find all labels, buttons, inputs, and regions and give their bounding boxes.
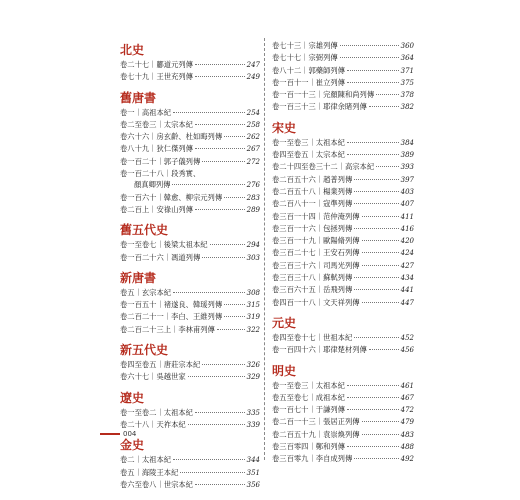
entry-title: 卷三百六十五｜岳飛列傳 (272, 285, 353, 295)
entry-page-number: 339 (246, 420, 260, 429)
entry-page-number: 492 (400, 455, 414, 464)
toc-entry[interactable] (120, 454, 260, 466)
section-title: 金史 (120, 438, 145, 453)
entry-page-number: 467 (400, 393, 414, 402)
entry-title: 卷二百八十一｜寇準列傳 (272, 199, 353, 209)
entry-page-number: 356 (246, 480, 260, 489)
dot-leader (376, 94, 398, 95)
entry-title: 卷四至卷五｜太宗本紀 (272, 150, 345, 160)
toc-entry[interactable] (272, 380, 414, 392)
entry-title: 卷四至卷十七｜世祖本紀 (272, 332, 353, 342)
toc-entry[interactable] (120, 479, 260, 491)
entry-title: 卷八十九｜狄仁傑列傳 (120, 144, 193, 154)
dot-leader (347, 142, 399, 143)
toc-entry[interactable] (272, 441, 414, 453)
entry-title: 卷六至卷八｜世宗本紀 (120, 479, 193, 489)
entry-title: 卷三百三十八｜蘇軾列傳 (272, 273, 353, 283)
toc-entry[interactable] (272, 52, 414, 64)
entry-title: 卷一百四十六｜耶律楚材列傳 (272, 345, 367, 355)
toc-section (120, 390, 260, 432)
entry-title: 卷一百七十｜于謙列傳 (272, 405, 345, 415)
entry-page-number: 384 (400, 138, 414, 147)
toc-entry[interactable] (272, 429, 414, 441)
dot-leader (180, 472, 244, 473)
entry-page-number: 483 (400, 430, 414, 439)
dot-leader (340, 45, 399, 46)
toc-section (272, 315, 414, 357)
toc-entry[interactable] (272, 284, 414, 296)
entry-page-number: 283 (246, 193, 260, 202)
dot-leader (347, 154, 399, 155)
entry-page-number: 382 (400, 103, 414, 112)
dot-leader (354, 191, 398, 192)
toc-entry[interactable] (272, 186, 414, 198)
dot-leader (202, 257, 244, 258)
section-title: 舊五代史 (120, 223, 169, 238)
dot-leader (347, 385, 399, 386)
entry-title: 卷七十九｜王世充列傳 (120, 72, 193, 82)
entry-title: 卷四百一十八｜文天祥列傳 (272, 297, 360, 307)
dot-leader (173, 459, 245, 460)
dot-leader (217, 329, 245, 330)
toc-entry[interactable] (272, 392, 414, 404)
entry-title: 卷三百二十七｜王安石列傳 (272, 248, 360, 258)
entry-title: 卷一百十一｜崔立列傳 (272, 77, 345, 87)
dot-leader (224, 197, 244, 198)
entry-title: 卷二十七｜酈道元列傳 (120, 60, 193, 69)
dot-leader (173, 292, 245, 293)
entry-title: 卷五｜玄宗本紀 (120, 287, 172, 297)
section-title: 元史 (272, 315, 297, 330)
entry-page-number: 397 (400, 175, 414, 184)
entry-page-number: 441 (400, 286, 414, 295)
toc-entry[interactable] (120, 131, 260, 143)
entry-page-number: 247 (246, 61, 260, 69)
entry-title: 卷二至卷三｜太宗本紀 (120, 119, 193, 129)
toc-entry[interactable] (120, 287, 260, 299)
entry-title: 卷二十八｜天祚本紀 (120, 419, 186, 429)
toc-entry[interactable] (120, 59, 260, 71)
entry-page-number: 456 (400, 346, 414, 355)
toc-entry[interactable] (120, 204, 260, 216)
toc-entry[interactable] (272, 149, 414, 161)
entry-page-number: 434 (400, 274, 414, 283)
entry-title: 顏真卿列傳 (134, 180, 171, 190)
toc-section (120, 42, 260, 84)
entry-title: 卷一百三十三｜耶律余睹列傳 (272, 102, 367, 112)
dot-leader (354, 289, 398, 290)
dot-leader (224, 316, 244, 317)
dot-leader (362, 240, 399, 241)
dot-leader (354, 277, 398, 278)
toc-section (120, 270, 260, 336)
toc-entry[interactable] (272, 332, 414, 344)
dot-leader (173, 112, 245, 113)
toc-entry[interactable] (272, 137, 414, 149)
entry-title: 卷三百一十九｜歐陽脩列傳 (272, 236, 360, 246)
section-title: 新五代史 (120, 343, 169, 358)
dot-leader (202, 161, 244, 162)
entry-page-number: 420 (400, 237, 414, 246)
entry-title: 卷一百二十六｜馮道列傳 (120, 252, 201, 262)
toc-entry[interactable] (120, 71, 260, 83)
entry-page-number: 411 (400, 212, 414, 221)
dot-leader (347, 82, 399, 83)
entry-page-number: 322 (246, 325, 260, 334)
entry-page-number: 452 (400, 333, 414, 342)
entry-page-number: 360 (400, 42, 414, 50)
entry-title: 卷二百二十三上｜李林甫列傳 (120, 324, 215, 334)
dot-leader (195, 76, 245, 77)
dot-leader (369, 349, 399, 350)
entry-title: 卷一百一十三｜完顏陳和尚列傳 (272, 90, 375, 100)
toc-entry[interactable] (120, 407, 260, 419)
section-title: 舊唐書 (120, 90, 157, 105)
entry-title: 卷三百零四｜鄭和列傳 (272, 442, 345, 452)
entry-page-number: 371 (400, 66, 414, 75)
toc-entry[interactable] (120, 467, 260, 479)
toc-entry[interactable] (272, 198, 414, 210)
dot-leader (195, 148, 245, 149)
toc-entry[interactable] (272, 101, 414, 113)
entry-page-number: 315 (246, 301, 260, 310)
dot-leader (188, 424, 245, 425)
entry-title: 卷一至卷三｜太祖本紀 (272, 137, 345, 147)
toc-entry[interactable] (120, 119, 260, 131)
toc-entry[interactable] (272, 260, 414, 272)
section-title: 明史 (272, 363, 297, 378)
entry-title: 卷二百一十三｜張居正列傳 (272, 417, 360, 427)
dot-leader (354, 337, 398, 338)
entry-title: 卷六十七｜吳越世家 (120, 372, 186, 382)
dot-leader (354, 228, 398, 229)
toc-entry[interactable] (120, 192, 260, 204)
toc-entry[interactable] (120, 419, 260, 431)
section-title: 宋史 (272, 120, 297, 135)
entry-page-number: 344 (246, 456, 260, 465)
dot-leader (195, 209, 245, 210)
toc-entry[interactable] (120, 252, 260, 264)
toc-section (120, 90, 260, 217)
dot-leader (354, 203, 398, 204)
dot-leader (195, 412, 245, 413)
toc-section (120, 342, 260, 384)
dot-leader (224, 136, 244, 137)
toc-section (272, 120, 414, 309)
entry-title: 卷三百一十六｜包拯列傳 (272, 223, 353, 233)
dot-leader (202, 364, 244, 365)
entry-page-number: 308 (246, 288, 260, 297)
toc-entry[interactable] (120, 179, 260, 191)
entry-page-number: 364 (400, 54, 414, 63)
toc-entry[interactable] (272, 272, 414, 284)
dot-leader (210, 244, 245, 245)
column-divider (264, 38, 265, 460)
toc-entry[interactable] (272, 404, 414, 416)
dot-leader (347, 446, 399, 447)
toc-entry[interactable] (120, 324, 260, 336)
toc-section (272, 363, 414, 466)
entry-page-number: 276 (246, 181, 260, 190)
toc-entry[interactable] (120, 156, 260, 168)
entry-page-number: 375 (400, 78, 414, 87)
dot-leader (369, 106, 399, 107)
toc-entry[interactable] (120, 107, 260, 119)
entry-page-number: 424 (400, 249, 414, 258)
entry-title: 卷八十二｜郭藥師列傳 (272, 65, 345, 75)
toc-section (120, 222, 260, 264)
toc-section (272, 40, 414, 114)
footer-accent-bar (100, 433, 120, 435)
entry-title: 卷三百零九｜李自成列傳 (272, 454, 353, 464)
dot-leader (354, 458, 398, 459)
dot-leader (188, 376, 245, 377)
entry-page-number: 479 (400, 418, 414, 427)
dot-leader (376, 166, 398, 167)
entry-title: 卷二百二十一｜李白、王維列傳 (120, 312, 223, 322)
toc-entry[interactable] (120, 371, 260, 383)
toc-entry[interactable] (272, 161, 414, 173)
section-title: 新唐書 (120, 270, 157, 285)
entry-title: 卷三百一十四｜范仲淹列傳 (272, 211, 360, 221)
toc-entry[interactable] (272, 297, 414, 309)
toc-entry[interactable] (272, 89, 414, 101)
entry-page-number: 254 (246, 108, 260, 117)
entry-title: 卷二｜太祖本紀 (120, 455, 172, 465)
entry-page-number: 488 (400, 443, 414, 452)
entry-page-number: 294 (246, 241, 260, 250)
entry-page-number: 272 (246, 157, 260, 166)
entry-page-number: 427 (400, 261, 414, 270)
toc-entry[interactable] (272, 247, 414, 259)
toc-entry[interactable] (272, 416, 414, 428)
dot-leader (354, 179, 398, 180)
dot-leader (362, 252, 399, 253)
entry-title: 卷四至卷五｜唐莊宗本紀 (120, 360, 201, 370)
section-title: 北史 (120, 43, 145, 57)
toc-entry[interactable] (272, 235, 414, 247)
toc-entry[interactable] (272, 40, 414, 52)
dot-leader (172, 184, 244, 185)
entry-page-number: 407 (400, 200, 414, 209)
entry-title: 卷七十七｜宗弼列傳 (272, 53, 338, 63)
page-footer (100, 430, 136, 438)
dot-leader (362, 216, 399, 217)
entry-page-number: 329 (246, 373, 260, 382)
toc-entry[interactable] (272, 453, 414, 465)
entry-title: 卷一百六十｜韓愈、柳宗元列傳 (120, 192, 223, 202)
entry-title: 卷二百上｜安祿山列傳 (120, 204, 193, 214)
entry-page-number: 326 (246, 361, 260, 370)
toc-entry[interactable] (272, 174, 414, 186)
page-number: 004 (123, 430, 137, 438)
section-title: 遼史 (120, 390, 145, 405)
entry-title: 卷六十六｜房玄齡、杜如晦列傳 (120, 132, 223, 142)
dot-leader (362, 302, 399, 303)
entry-title: 卷二百五十八｜楊業列傳 (272, 186, 353, 196)
entry-title: 卷五至卷七｜成祖本紀 (272, 392, 345, 402)
entry-page-number: 351 (246, 468, 260, 477)
toc-entry[interactable] (120, 143, 260, 155)
toc-left-column (120, 40, 260, 497)
entry-page-number: 258 (246, 120, 260, 129)
entry-page-number: 403 (400, 187, 414, 196)
entry-title: 卷一｜高祖本紀 (120, 107, 172, 117)
entry-page-number: 378 (400, 91, 414, 100)
entry-title: 卷五｜海陵王本紀 (120, 467, 179, 477)
toc-right-column (272, 40, 414, 472)
entry-page-number: 393 (400, 163, 414, 172)
dot-leader (362, 434, 399, 435)
toc-entry[interactable] (272, 65, 414, 77)
entry-page-number: 303 (246, 253, 260, 262)
dot-leader (195, 484, 245, 485)
dot-leader (362, 265, 399, 266)
entry-page-number: 461 (400, 381, 414, 390)
entry-page-number: 472 (400, 406, 414, 415)
entry-page-number: 447 (400, 298, 414, 307)
entry-page-number: 289 (246, 205, 260, 214)
entry-page-number: 249 (246, 73, 260, 82)
entry-page-number: 262 (246, 133, 260, 142)
entry-title: 卷一百二十｜郭子儀列傳 (120, 156, 201, 166)
toc-entry[interactable] (272, 223, 414, 235)
entry-title: 卷一至卷三｜太祖本紀 (272, 380, 345, 390)
entry-title: 卷二百五十九｜袁崇煥列傳 (272, 429, 360, 439)
toc-entry[interactable] (120, 359, 260, 371)
entry-page-number: 319 (246, 313, 260, 322)
toc-entry[interactable] (120, 299, 260, 311)
dot-leader (347, 70, 399, 71)
toc-entry[interactable] (120, 168, 260, 179)
entry-title: 卷七十三｜宗雄列傳 (272, 41, 338, 50)
dot-leader (347, 397, 399, 398)
entry-page-number: 389 (400, 151, 414, 160)
entry-title: 卷一至卷七｜後梁太祖本紀 (120, 240, 208, 250)
dot-leader (195, 124, 245, 125)
entry-title: 卷三百三十六｜司馬光列傳 (272, 260, 360, 270)
dot-leader (340, 57, 399, 58)
entry-page-number: 267 (246, 145, 260, 154)
dot-leader (347, 409, 399, 410)
toc-entry[interactable] (272, 77, 414, 89)
entry-page-number: 416 (400, 224, 414, 233)
entry-title: 卷一百二十八｜段秀實、 (120, 169, 201, 179)
toc-entry[interactable] (120, 239, 260, 251)
entry-title: 卷一至卷二｜太祖本紀 (120, 407, 193, 417)
toc-entry[interactable] (272, 211, 414, 223)
entry-title: 卷二十四至卷三十二｜高宗本紀 (272, 162, 375, 172)
toc-entry[interactable] (120, 311, 260, 323)
entry-page-number: 335 (246, 408, 260, 417)
dot-leader (195, 64, 245, 65)
dot-leader (362, 421, 399, 422)
entry-title: 卷一百五十｜褚遂良、韓瑗列傳 (120, 300, 223, 310)
toc-section (120, 437, 260, 491)
toc-entry[interactable] (272, 344, 414, 356)
dot-leader (224, 304, 244, 305)
entry-title: 卷二百五十六｜趙普列傳 (272, 174, 353, 184)
